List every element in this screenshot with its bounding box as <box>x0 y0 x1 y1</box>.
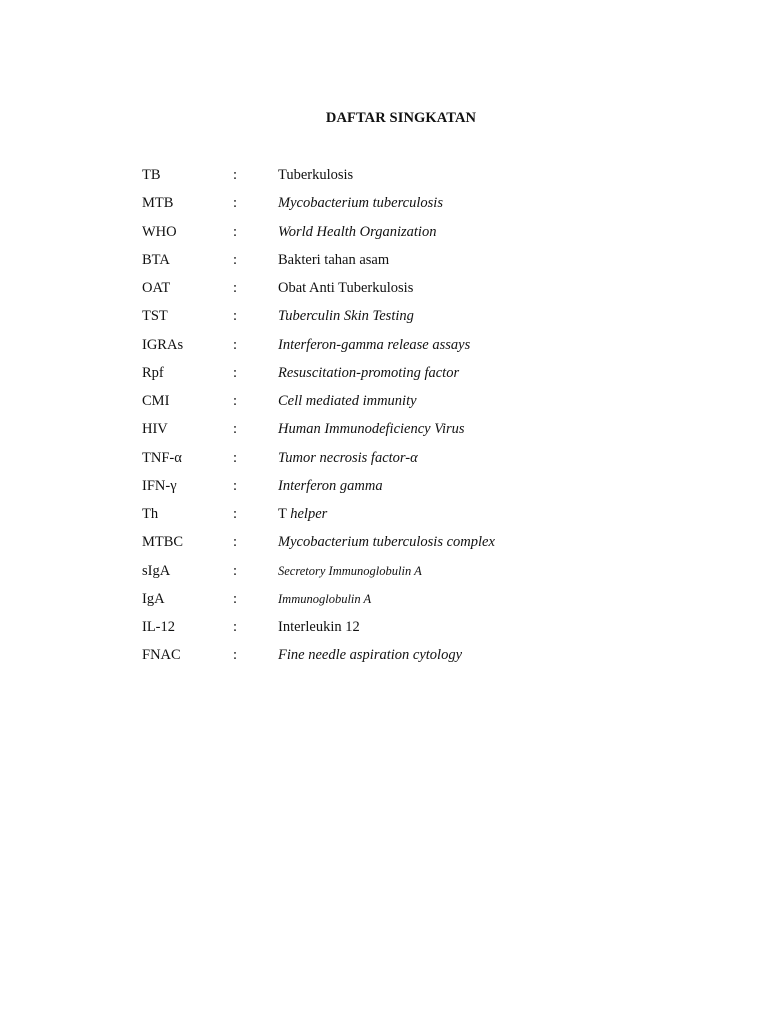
abbreviation-definition <box>278 617 360 637</box>
abbreviation-separator: : <box>233 449 238 466</box>
abbreviation-row <box>142 588 662 616</box>
definition-text: Secretory Immunoglobulin A <box>278 563 422 578</box>
abbreviation-term: IL-12 <box>142 619 176 635</box>
definition-text: Tuberkulosis <box>278 167 354 183</box>
abbreviation-term: CMI <box>142 393 170 409</box>
abbreviation-row <box>142 305 662 333</box>
abbreviation-definition <box>278 278 413 298</box>
abbreviation-term: BTA <box>142 251 170 268</box>
abbreviation-term: TB <box>142 167 161 183</box>
abbreviation-term: Th <box>142 506 159 522</box>
definition-text: helper <box>290 506 328 522</box>
abbreviation-term: IGRAs <box>142 336 184 353</box>
abbreviation-separator: : <box>233 421 238 438</box>
abbreviation-term: TNF-α <box>142 449 182 466</box>
abbreviation-term: IFN-γ <box>142 477 177 494</box>
abbreviation-separator: : <box>233 477 238 494</box>
abbreviation-separator: : <box>233 393 238 409</box>
abbreviation-row <box>142 362 662 390</box>
abbreviation-definition <box>278 561 422 581</box>
definition-text: Interleukin 12 <box>278 619 360 635</box>
abbreviation-row <box>142 277 662 305</box>
abbreviation-term: TST <box>142 308 168 325</box>
abbreviation-separator: : <box>233 647 238 664</box>
abbreviation-separator: : <box>233 223 238 240</box>
abbreviation-row <box>142 249 662 277</box>
abbreviation-row <box>142 418 662 446</box>
abbreviation-row <box>142 503 662 531</box>
abbreviation-definition <box>278 589 371 609</box>
definition-text: T <box>278 506 291 522</box>
definition-text: Interferon gamma <box>278 477 383 494</box>
abbreviation-separator: : <box>233 280 238 296</box>
definition-text: Resuscitation-promoting factor <box>278 364 460 381</box>
abbreviation-separator: : <box>233 167 238 183</box>
abbreviation-row <box>142 334 662 362</box>
abbreviation-row <box>142 475 662 503</box>
abbreviation-definition <box>278 476 383 496</box>
abbreviation-definition <box>278 335 470 355</box>
abbreviation-term: IgA <box>142 590 165 607</box>
definition-text: Immunoglobulin A <box>278 591 372 606</box>
abbreviation-row <box>142 447 662 475</box>
abbreviation-row <box>142 644 662 672</box>
abbreviation-separator: : <box>233 534 238 551</box>
abbreviation-term: sIgA <box>142 562 171 579</box>
abbreviation-list <box>142 164 662 673</box>
abbreviation-separator: : <box>233 562 238 579</box>
abbreviation-row <box>142 390 662 418</box>
abbreviation-term: WHO <box>142 223 177 240</box>
abbreviation-separator: : <box>233 619 238 635</box>
definition-text: Bakteri tahan asam <box>278 251 390 268</box>
abbreviation-term: MTB <box>142 195 174 212</box>
abbreviation-separator: : <box>233 336 238 353</box>
definition-text: Tuberculin Skin Testing <box>278 308 414 325</box>
page-title: DAFTAR SINGKATAN <box>325 110 477 126</box>
abbreviation-row <box>142 531 662 559</box>
abbreviation-separator: : <box>233 251 238 268</box>
abbreviation-separator: : <box>233 506 238 522</box>
abbreviation-row <box>142 192 662 220</box>
definition-text: Human Immunodeficiency Virus <box>278 421 465 438</box>
abbreviation-definition <box>278 419 465 439</box>
abbreviation-definition <box>278 532 495 552</box>
abbreviation-row <box>142 560 662 588</box>
definition-text: Interferon-gamma release assays <box>278 336 471 353</box>
abbreviation-definition <box>278 165 353 185</box>
abbreviation-row <box>142 221 662 249</box>
abbreviation-term: OAT <box>142 280 171 296</box>
definition-text: Fine needle aspiration cytology <box>278 647 463 664</box>
definition-text: Cell mediated immunity <box>278 393 417 409</box>
abbreviation-separator: : <box>233 195 238 212</box>
abbreviation-definition <box>278 193 443 213</box>
abbreviation-term: FNAC <box>142 647 181 664</box>
abbreviation-separator: : <box>233 364 238 381</box>
abbreviation-row <box>142 164 662 192</box>
abbreviation-separator: : <box>233 590 238 607</box>
abbreviation-definition <box>278 250 389 270</box>
definition-text: Mycobacterium tuberculosis complex <box>278 534 495 551</box>
abbreviation-definition <box>278 306 414 326</box>
abbreviation-term: HIV <box>142 421 168 438</box>
abbreviation-row <box>142 616 662 644</box>
abbreviation-definition <box>278 645 462 665</box>
definition-text: Mycobacterium tuberculosis <box>278 195 443 212</box>
abbreviation-definition <box>278 391 417 411</box>
abbreviation-definition <box>278 222 436 242</box>
abbreviation-definition <box>278 504 327 524</box>
definition-text: World Health Organization <box>278 223 437 240</box>
abbreviation-definition <box>278 363 459 383</box>
abbreviation-definition <box>278 448 418 468</box>
abbreviation-separator: : <box>233 308 238 325</box>
abbreviation-term: Rpf <box>142 364 164 381</box>
abbreviation-term: MTBC <box>142 534 184 551</box>
definition-text: Tumor necrosis factor-α <box>278 449 418 466</box>
definition-text: Obat Anti Tuberkulosis <box>278 280 414 296</box>
